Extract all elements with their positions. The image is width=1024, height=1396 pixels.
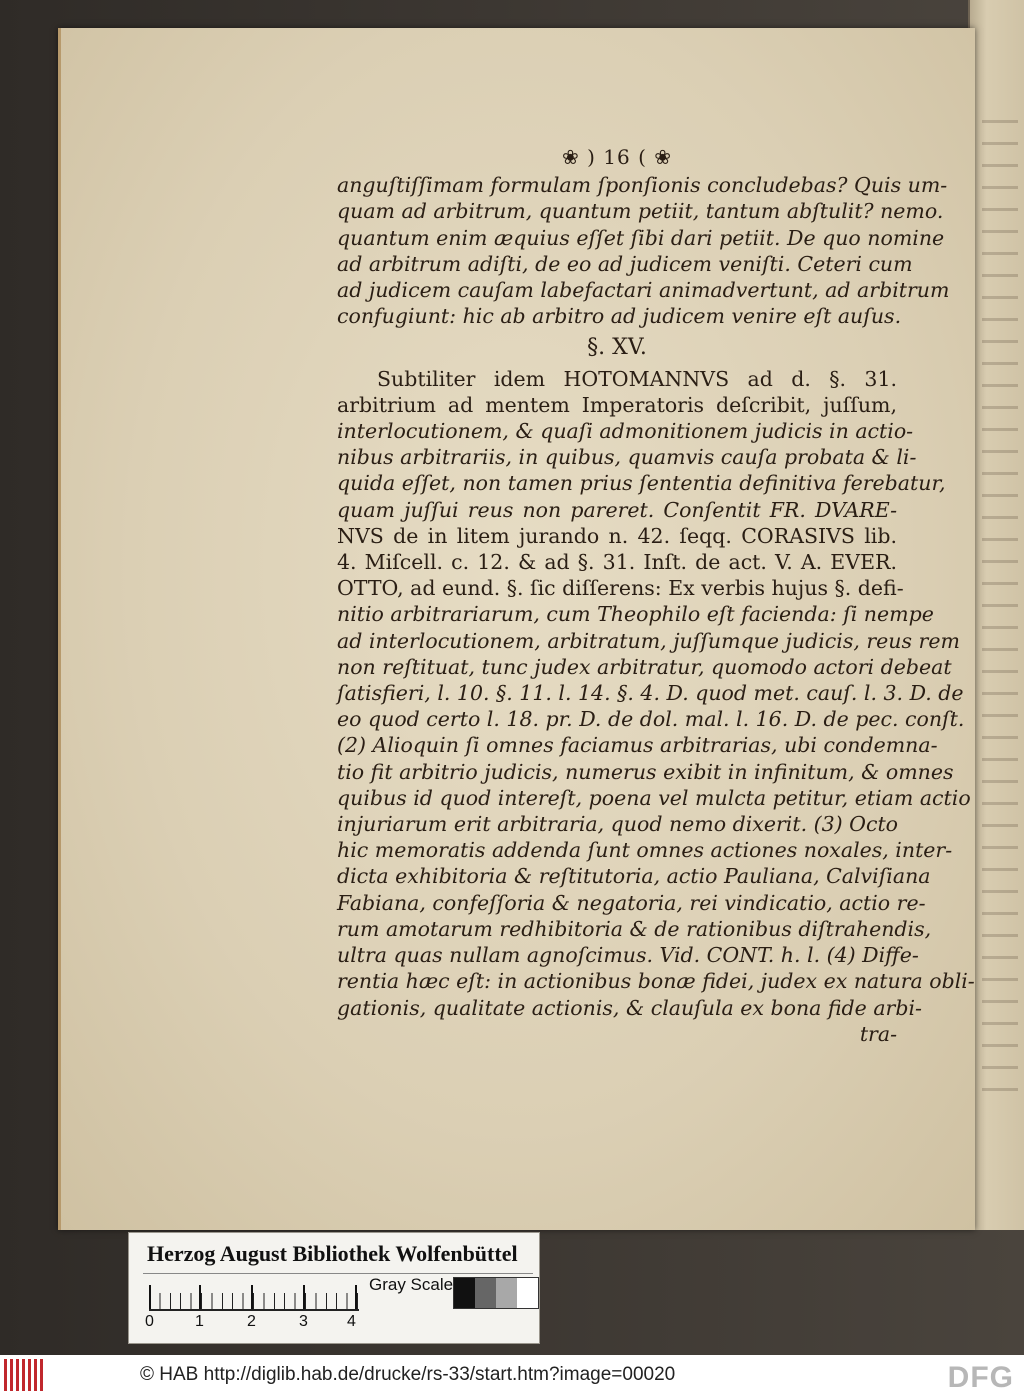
text-lines	[337, 172, 975, 1047]
ruler-number: 1	[195, 1313, 204, 1330]
text-line: §. XV.	[587, 335, 647, 361]
text-line: anguſtiſſimam formulam ſponſionis concludebas? Quis um-	[337, 173, 948, 198]
text-line: rum amotarum redhibitoria & de rationibus diſtrahendis,	[337, 916, 932, 941]
text-line: dicta exhibitoria & reſtitutoria, actio Pauliana, Calviſiana	[337, 864, 931, 889]
text-line: rentia hæc eſt: in actionibus bonæ fidei, judex ex natura obli-	[337, 969, 975, 994]
ruler-number: 3	[299, 1313, 308, 1330]
text-line: tra-	[859, 1021, 897, 1046]
text-line: ad interlocutionem, arbitratum, juſſumque judicis, reus rem	[337, 628, 960, 653]
text-line: nibus arbitrariis, in quibus, quamvis cauſa probata & li-	[337, 445, 917, 470]
text-line: quibus id quod intereſt, poena vel mulcta petitur, etiam actio	[337, 785, 971, 810]
gray-swatch	[517, 1278, 538, 1308]
text-line: injuriarum erit arbitraria, quod nemo dixerit. (3) Octo	[337, 812, 899, 837]
text-line: ad judicem cauſam labefactari animadvertunt, ad arbitrum	[337, 278, 950, 303]
text-line: arbitrium ad mentem Imperatoris deſcribit, juſſum,	[337, 392, 897, 417]
gray-scale-swatches	[453, 1277, 539, 1309]
page-text-block	[337, 144, 975, 1047]
text-line: gationis, qualitate actionis, & clauſula ex bona fide arbi-	[337, 995, 922, 1020]
ruler-major-tick	[303, 1285, 305, 1309]
ruler-major-tick	[199, 1285, 201, 1309]
footer-url[interactable]: © HAB http://diglib.hab.de/drucke/rs-33/start.htm?image=00020	[140, 1364, 676, 1385]
text-line: non reſtituat, tunc judex arbitratur, quomodo actori debeat	[337, 654, 952, 679]
text-line: Subtiliter idem HOTOMANNVS ad d. §. 31.	[377, 366, 897, 391]
adjacent-page-edge	[968, 0, 1024, 1230]
scale-ruler	[149, 1283, 359, 1311]
text-line: eo quod certo l. 18. pr. D. de dol. mal. l. 16. D. de pec. conſt.	[337, 707, 965, 732]
text-line: ſatisfieri, l. 10. §. 11. l. 14. §. 4. D. quod met. cauſ. l. 3. D. de	[337, 681, 964, 706]
dfg-logo: DFG	[947, 1361, 1014, 1394]
adjacent-page-text	[982, 120, 1018, 1100]
text-line: hic memoratis addenda ſunt omnes actiones noxales, inter-	[337, 838, 953, 863]
text-line: ad arbitrum adiſti, de eo ad judicem veniſti. Ceteri cum	[337, 251, 913, 276]
text-line: nitio arbitrariarum, cum Theophilo eſt facienda: ſi nempe	[337, 602, 934, 627]
text-line: tio fit arbitrio judicis, numerus exibit in infinitum, & omnes	[337, 759, 954, 784]
ruler-number: 0	[145, 1313, 154, 1330]
color-calibration-card	[128, 1232, 540, 1344]
text-line: (2) Alioquin ſi omnes faciamus arbitrarias, ubi condemna-	[337, 733, 938, 758]
gray-swatch	[496, 1278, 517, 1308]
text-line: OTTO, ad eund. §. ſic diſſerens: Ex verbis hujus §. defi-	[337, 576, 904, 601]
text-line: 4. Miſcell. c. 12. & ad §. 31. Inſt. de act. V. A. EVER.	[337, 550, 897, 575]
page-header: ❀ ) 16 ( ❀	[562, 145, 672, 169]
book-page	[58, 28, 975, 1230]
text-line: quantum enim æquius eſſet ſibi dari petiit. De quo nomine	[337, 225, 945, 250]
text-line: Fabiana, confeſſoria & negatoria, rei vindicatio, actio re-	[337, 890, 926, 915]
text-line: quam ad arbitrum, quantum petiit, tantum abſtulit? nemo.	[337, 199, 944, 224]
ruler-major-tick	[251, 1285, 253, 1309]
card-divider	[143, 1273, 533, 1274]
gray-scale-label: Gray Scale	[369, 1275, 454, 1294]
text-line: interlocutionem, & quaſi admonitionem judicis in actio-	[337, 419, 914, 444]
text-line: ultra quas nullam agnoſcimus. Vid. CONT. h. l. (4) Diffe-	[337, 943, 919, 968]
gray-swatch	[454, 1278, 475, 1308]
gray-swatch	[475, 1278, 496, 1308]
hab-logo-icon	[4, 1359, 44, 1391]
ruler-number: 4	[347, 1313, 356, 1330]
text-line: NVS de in litem jurando n. 42. ſeqq. CORASIVS lib.	[337, 523, 897, 548]
text-line: quida eſſet, non tamen prius ſententia definitiva ferebatur,	[337, 471, 946, 496]
ruler-major-tick	[355, 1285, 357, 1309]
ruler-number: 2	[247, 1313, 256, 1330]
footer-bar	[0, 1355, 1024, 1396]
text-line: quam juſſui reus non pareret. Conſentit FR. DVARE-	[337, 497, 897, 522]
library-name: Herzog August Bibliothek Wolfenbüttel	[147, 1241, 518, 1266]
ruler-major-tick	[149, 1285, 151, 1309]
text-line: confugiunt: hic ab arbitro ad judicem venire eſt auſus.	[337, 304, 902, 329]
